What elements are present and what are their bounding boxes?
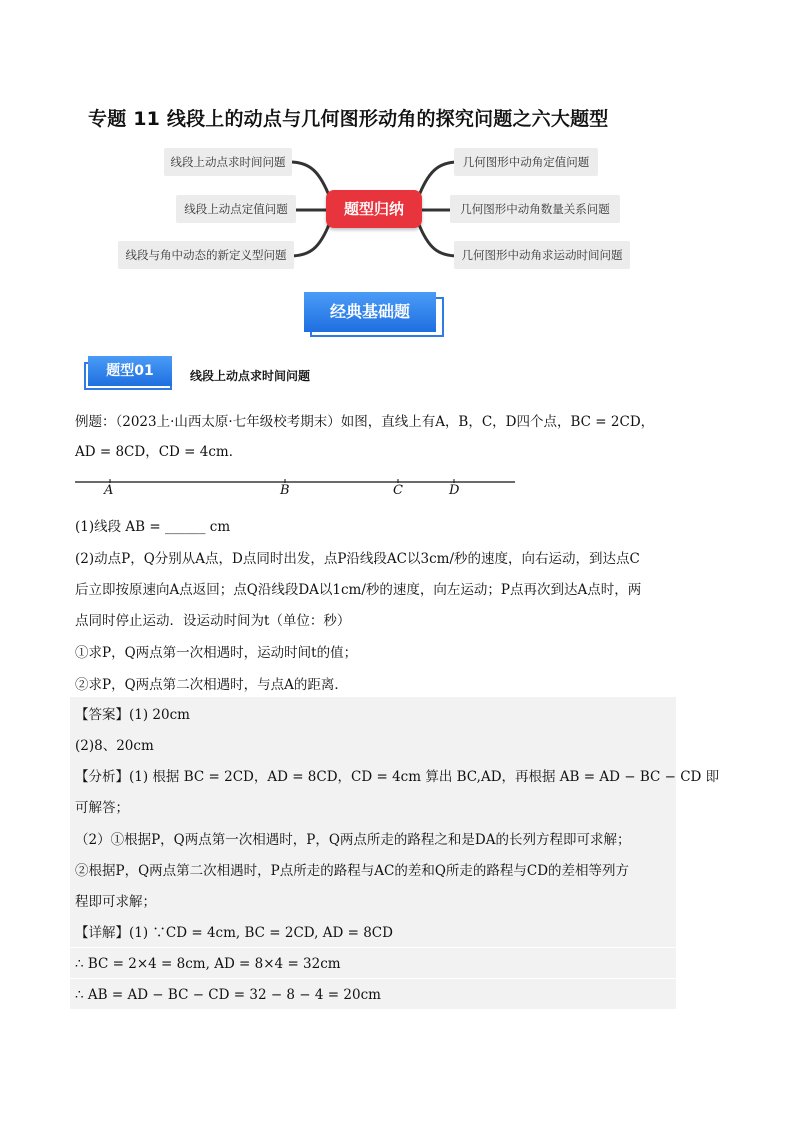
problem-line-1: 例题：（2023上·山西太原·七年级校考期末）如图，直线上有A，B，C，D四个点，BC = 2CD， — [75, 414, 655, 430]
analysis-line-4: ②根据P，Q两点第二次相遇时，P点所走的路程与AC的差和Q所走的路程与CD的差相等列方 — [75, 863, 630, 879]
analysis-line-2: 可解答； — [75, 800, 129, 816]
page-title: 专题 11 线段上的动点与几何图形动角的探究问题之六大题型 — [88, 108, 609, 130]
mindmap-right-item-1: 几何图形中动角定值问题 — [454, 148, 598, 176]
mindmap-center: 题型归纳 — [326, 190, 422, 228]
answer-2: (2)8、20cm — [75, 738, 154, 754]
detail-line-3: ∴ AB = AD − BC − CD = 32 − 8 − 4 = 20cm — [75, 987, 381, 1003]
point-label-d: D — [449, 483, 460, 498]
type-tag — [88, 356, 174, 386]
solution-divider-2 — [70, 978, 676, 979]
question-2-part-2: ②求P，Q两点第二次相遇时，与点A的距离． — [75, 677, 348, 693]
mindmap-right-item-2: 几何图形中动角数量关系问题 — [450, 195, 620, 223]
answer-1: 【答案】(1) 20cm — [75, 707, 190, 723]
question-2-line-3: 点同时停止运动．设运动时间为t（单位：秒） — [75, 613, 351, 629]
analysis-line-3: （2）①根据P，Q两点第一次相遇时，P，Q两点所走的路程之和是DA的长列方程即可求解； — [75, 832, 631, 848]
mindmap-left-item-3: 线段与角中动态的新定义型问题 — [118, 241, 294, 269]
section-banner — [304, 292, 442, 334]
detail-line-1: 【详解】(1) ∵CD = 4cm, BC = 2CD, AD = 8CD — [75, 925, 393, 941]
question-2-line-2: 后立即按原速向A点返回；点Q沿线段DA以1cm/秒的速度，向左运动；P点再次到达A点时，两 — [75, 582, 642, 598]
question-2-part-1: ①求P，Q两点第一次相遇时，运动时间t的值； — [75, 645, 358, 661]
type-title: 线段上动点求时间问题 — [190, 369, 311, 383]
point-label-c: C — [393, 483, 403, 498]
analysis-line-1: 【分析】(1) 根据 BC = 2CD，AD = 8CD，CD = 4cm 算出 BC,AD，再根据 AB = AD − BC − CD 即 — [75, 769, 720, 785]
analysis-line-5: 程即可求解； — [75, 894, 156, 910]
mindmap-left-item-2: 线段上动点定值问题 — [176, 195, 296, 223]
mindmap-left-item-1: 线段上动点求时间问题 — [164, 148, 292, 176]
question-1: (1)线段 AB = ______ cm — [75, 519, 231, 535]
section-banner-label: 经典基础题 — [304, 292, 436, 332]
solution-divider-1 — [70, 947, 676, 948]
question-2-line-1: (2)动点P，Q分别从A点，D点同时出发，点P沿线段AC以3cm/秒的速度，向右运动，到达点C — [75, 551, 640, 567]
detail-line-2: ∴ BC = 2×4 = 8cm, AD = 8×4 = 32cm — [75, 956, 341, 972]
point-label-b: B — [280, 483, 290, 498]
mindmap-right-item-3: 几何图形中动角求运动时间问题 — [454, 241, 630, 269]
type-tag-label: 题型01 — [88, 356, 172, 386]
point-label-a: A — [104, 483, 114, 498]
problem-line-2: AD = 8CD，CD = 4cm． — [75, 444, 243, 460]
